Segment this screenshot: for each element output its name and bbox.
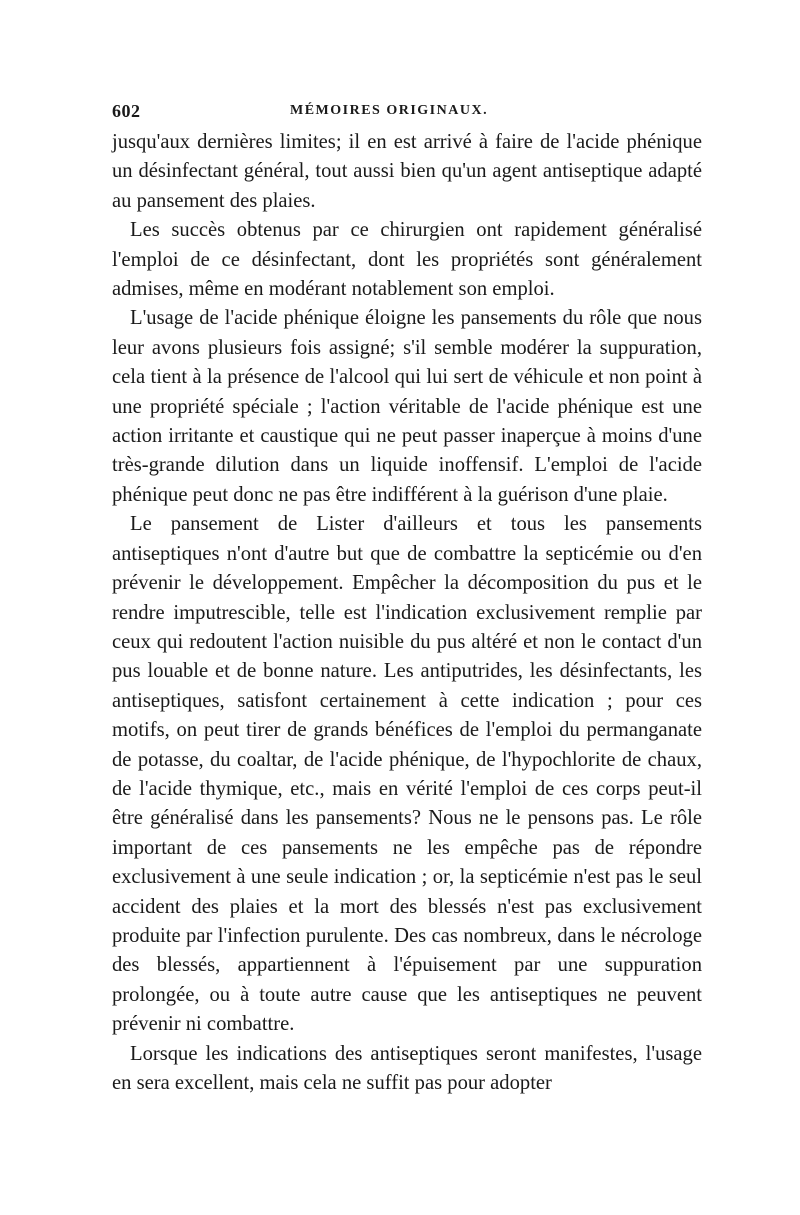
body-text [112, 128, 702, 1098]
running-title: MÉMOIRES ORIGINAUX. [290, 103, 489, 118]
book-page [112, 96, 702, 1098]
paragraph-indications: Lorsque les indications des antiseptiques seront manifestes, l'usage en sera excellent, mais cela ne suffit pas pour adopter [112, 1042, 702, 1094]
paragraph-continuation: jusqu'aux dernières limites; il en est arrivé à faire de l'acide phénique un désinfectant général, tout aussi bien qu'un agent antiseptique adapté au pansement des plaies. [112, 131, 702, 212]
paragraph-phenic-acid: L'usage de l'acide phénique éloigne les pansements du rôle que nous leur avons plusieurs fois assigné; s'il semble modérer la suppuration, cela tient à la présence de l'alcool qui lui sert de véhicule et non point à une propriété spéciale ; l'action véritable de l'acide phénique est une action irritante et caustique qui ne peut passer inaperçue à moins d'une très-grande dilution dans un liquide inoffensif. L'emploi de l'acide phénique peut donc ne pas être indifférent à la guérison d'une plaie. [112, 307, 702, 506]
page-number: 602 [112, 101, 141, 121]
paragraph-antiseptic-dressings: Le pansement de Lister d'ailleurs et tous les pansements antiseptiques n'ont d'autre but que de combattre la septicémie ou d'en prévenir le développement. Empêcher la décomposition du pus et le rendre imputrescible, telle est l'indication exclusivement remplie par ceux qui redoutent l'action nuisible du pus altéré et non le contact d'un pus louable et de bonne nature. Les antiputrides, les désinfectants, les antiseptiques, satisfont certainement à cette indication ; pour ces motifs, on peut tirer de grands bénéfices de l'emploi du permanganate de potasse, du coaltar, de l'acide phénique, de l'hypochlorite de chaux, de l'acide thymique, etc., mais en vérité l'emploi de ces corps peut-il être généralisé dans les pansements? Nous ne le pensons pas. Le rôle important de ces pansements ne les empêche pas de répondre exclusivement à une seule indication ; or, la septicémie n'est pas le seul accident des plaies et la mort des blessés n'est pas exclusivement produite par l'infection purulente. Des cas nombreux, dans le nécrologe des blessés, appartiennent à l'épuisement par une suppuration prolongée, ou à toute autre cause que les antiseptiques ne peuvent prévenir ni combattre. [112, 513, 702, 1036]
paragraph-lister-success: Les succès obtenus par ce chirurgien ont rapidement généralisé l'emploi de ce désinfectant, dont les propriétés sont généralement admises, même en modérant notablement son emploi. [112, 219, 702, 301]
running-head [112, 96, 702, 126]
